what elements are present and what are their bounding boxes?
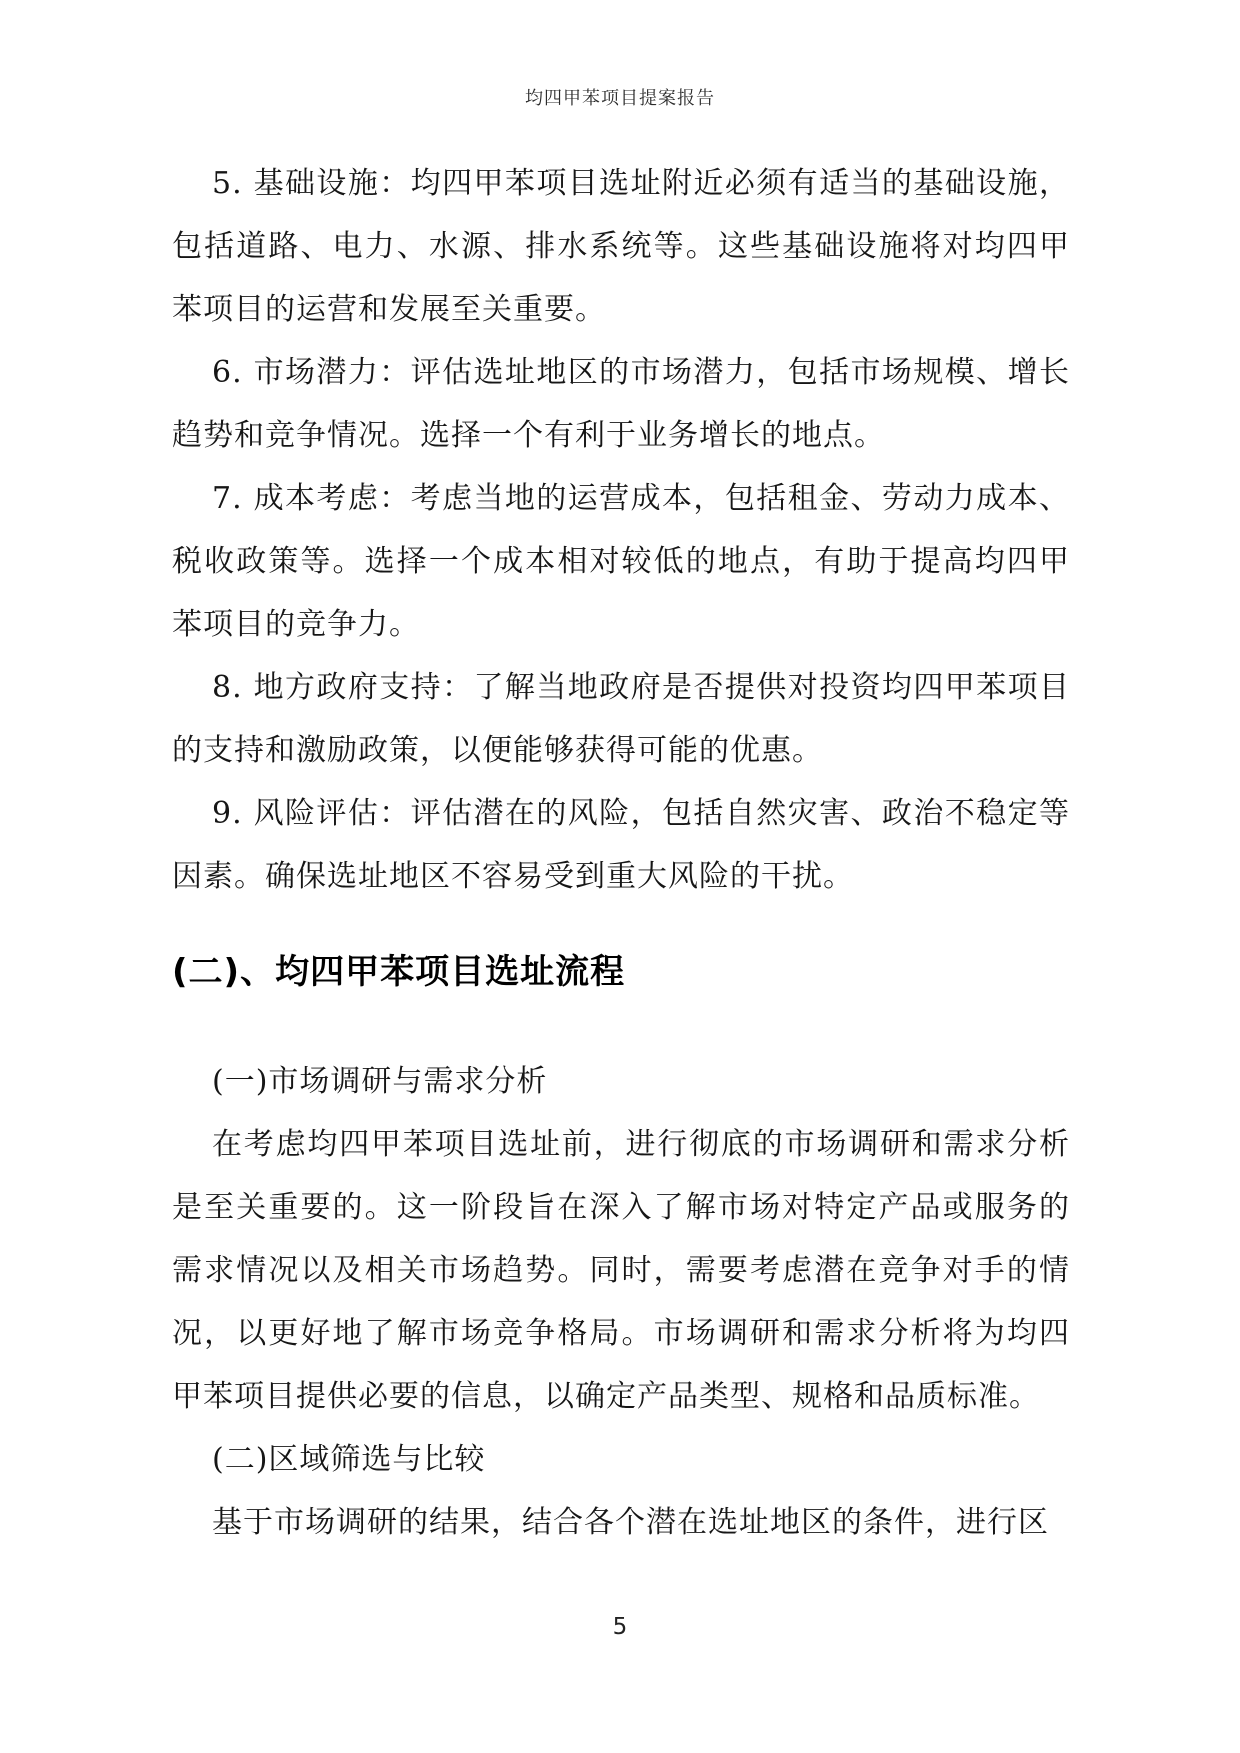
- section-heading: (二)、均四甲苯项目选址流程: [172, 952, 626, 992]
- body-paragraph-item-9: 9. 风险评估：评估潜在的风险，包括自然灾害、政治不稳定等因素。确保选址地区不容易受到重大风险的干扰。: [172, 796, 1070, 894]
- body-paragraph-region-screening: 基于市场调研的结果，结合各个潜在选址地区的条件，进行区: [212, 1505, 1049, 1540]
- body-paragraph-item-7: 7. 成本考虑：考虑当地的运营成本，包括租金、劳动力成本、税收政策等。选择一个成本相对较低的地点，有助于提高均四甲苯项目的竞争力。: [172, 481, 1070, 642]
- page-header: [0, 84, 1240, 110]
- body-paragraph-item-5: 5. 基础设施：均四甲苯项目选址附近必须有适当的基础设施，包括道路、电力、水源、排水系统等。这些基础设施将对均四甲苯项目的运营和发展至关重要。: [172, 166, 1070, 327]
- body-paragraph-market-research: 在考虑均四甲苯项目选址前，进行彻底的市场调研和需求分析是至关重要的。这一阶段旨在深入了解市场对特定产品或服务的需求情况以及相关市场趋势。同时，需要考虑潜在竞争对手的情况，以更好地了解市场竞争格局。市场调研和需求分析将为均四甲苯项目提供必要的信息，以确定产品类型、规格和品质标准。: [172, 1127, 1070, 1414]
- document-body: [172, 152, 1070, 1554]
- page-number: 5: [612, 1614, 628, 1640]
- body-paragraph-item-6: 6. 市场潜力：评估选址地区的市场潜力，包括市场规模、增长趋势和竞争情况。选择一个有利于业务增长的地点。: [172, 355, 1070, 453]
- page-footer: [0, 1614, 1240, 1640]
- body-paragraph-item-8: 8. 地方政府支持：了解当地政府是否提供对投资均四甲苯项目的支持和激励政策，以便能够获得可能的优惠。: [172, 670, 1070, 768]
- body-paragraph-subheading-1: (一)市场调研与需求分析: [212, 1064, 548, 1099]
- page-header-title: 均四甲苯项目提案报告: [525, 88, 715, 109]
- body-paragraph-subheading-2: (二)区域筛选与比较: [212, 1442, 486, 1477]
